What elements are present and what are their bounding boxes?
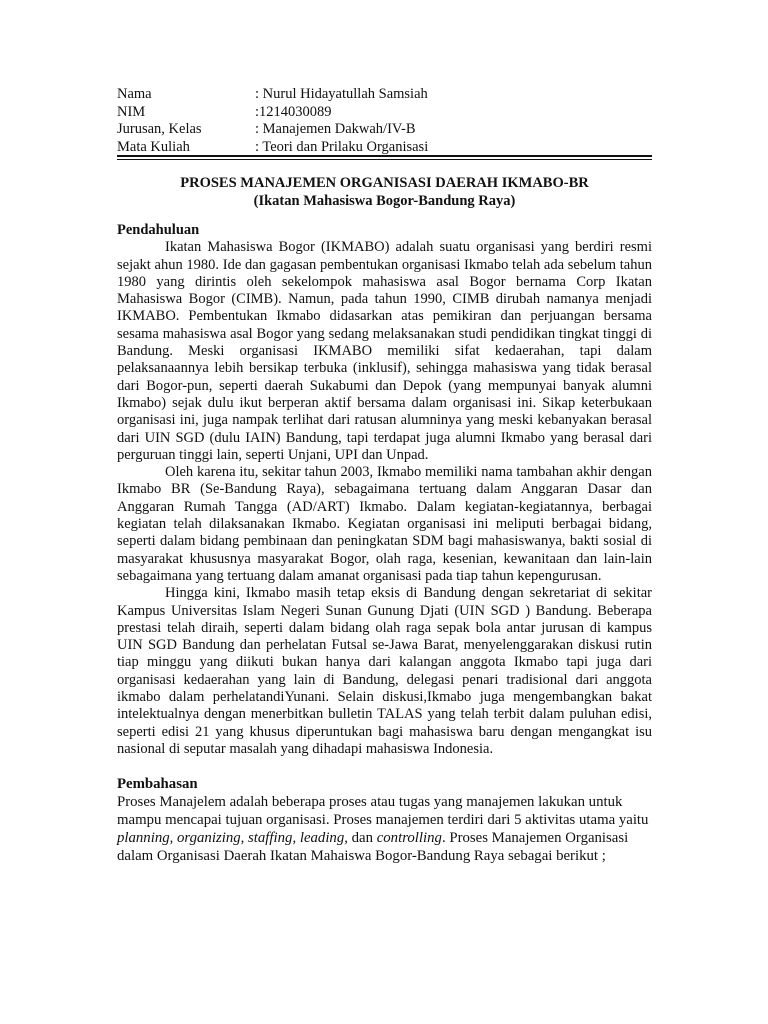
section-heading-pendahuluan: Pendahuluan [117, 222, 200, 238]
term-staffing: staffing [248, 830, 293, 847]
paragraph: Ikatan Mahasiswa Bogor (IKMABO) adalah suatu organisasi yang berdiri resmi sejakt ahun 1980. Ide dan gagasan pembentukan organisasi Ikmabo telah ada sebelum tahun 1980 yang dirintis oleh sekelompok mahasiswa asal Bogor bernama Corp Ikatan Mahasiswa Bogor (CIMB). Namun, pada tahun 1990, CIMB dirubah namanya menjadi IKMABO. Pembentukan Ikmabo didasarkan atas pemikiran dan perjuangan bersama sesama mahasiswa asal Bogor yang sedang melaksanakan studi pendidikan tingkat tinggi di Bandung. Meski organisasi IKMABO memiliki sifat kedaerahan, tapi dalam pelaksanaannya lebih bersikap terbuka (inklusif), sehingga mahasiswa yang tidak berasal dari Bogor-pun, seperti daerah Sukabumi dan Depok (yang mempunyai banyak alumni Ikmabo) sejak dulu ikut berperan aktif bersama dalam organisasi ini. Sikap keterbukaan organisasi ini, juga nampak terlihat dari ratusan alumninya yang meski kebanyakan berasal dari UIN SGD (dulu IAIN) Bandung, tapi terdapat juga alumni Ikmabo yang berasal dari perguruan tinggi lain, seperti Unjani, UPI dan Unpad. [117, 239, 652, 463]
info-row-jurusan [117, 121, 652, 139]
term-leading: leading [299, 830, 345, 847]
section-heading-pembahasan: Pembahasan [117, 776, 198, 793]
info-label: Jurusan, Kelas [117, 121, 202, 137]
term-planning: planning [117, 830, 170, 847]
info-label: NIM [117, 103, 146, 120]
and-word: dan [351, 830, 377, 847]
paragraph: Oleh karena itu, sekitar tahun 2003, Ikmabo memiliki nama tambahan akhir dengan Ikmabo BR (Se-Bandung Raya), sebagaimana tertuang dalam Anggaran Dasar dan Anggaran Rumah Tangga (AD/ART) Ikmabo. Dalam kegiatan-kegiatannya, berbagai kegiatan telah dilaksanakan Ikmabo. Kegiatan organisasi ini meliputi berbagai bidang, seperti dalam bidang pembinaan dan peningkatan SDM bagi mahasiswanya, bakti sosial di masyarakat khususnya masyarakat Bogor, olah raga, kesenian, kewanitaan dan lain-lain sebagaimana yang tertuang dalam amanat organisasi pada tiap tahun kepengurusan. [117, 464, 652, 584]
document-title-block [117, 174, 652, 210]
separator: , [344, 830, 352, 847]
info-label: Nama [117, 86, 152, 102]
separator: , [240, 830, 249, 847]
term-controlling: controlling [376, 830, 442, 847]
paragraph-text: . Proses Manajemen Organisasi dalam Organisasi Daerah Ikatan Mahaiswa Bogor-Bandung Raya sebagai berikut ; [117, 830, 629, 865]
separator: , [169, 830, 178, 847]
paragraph: Hingga kini, Ikmabo masih tetap eksis di Bandung dengan sekretariat di sekitar Kampus Universitas Islam Negeri Sunan Gunung Djati (UIN SGD ) Bandung. Beberapa prestasi telah diraih, seperti dalam bidang olah raga sepak bola antar jurusan di kampus UIN SGD Bandung dan perhelatan Futsal se-Jawa Barat, menyelenggarakan diskusi rutin tiap minggu yang diikuti bukan hanya dari kalangan anggota Ikmabo tapi juga dari organisasi kedaerahan yang lain di Bandung, delegasi penari tradisional dari anggota ikmabo dalam perhelatandiYunani. Selain diskusi,Ikmabo juga mengembangkan bakat intelektualnya dengan menerbitkan bulletin TALAS yang telah terbit dalam puluhan edisi, seperti edisi 21 yang khusus diperuntukan bagi mahasiswa baru dengan mengangkat isu nasional di seputar masalah yang dihadapi mahasiswa Indonesia. [117, 585, 652, 757]
section-spacer [117, 758, 652, 775]
document-body [117, 222, 652, 865]
info-value: : Teori dan Prilaku Organisasi [255, 138, 429, 155]
info-label: Mata Kuliah [117, 138, 190, 155]
header-divider-thick [117, 155, 652, 157]
info-row-mata-kuliah [117, 139, 652, 157]
term-organizing: organizing [177, 830, 241, 847]
info-row-nama [117, 86, 652, 104]
info-row-nim [117, 104, 652, 122]
separator: , [292, 830, 300, 847]
info-value: : Nurul Hidayatullah Samsiah [255, 86, 428, 102]
paragraph-text: Proses Manajelem adalah beberapa proses atau tugas yang manajemen lakukan untuk mampu mencapai tujuan organisasi. Proses manajemen terdiri dari 5 aktivitas utama yaitu [117, 794, 649, 829]
document-title: PROSES MANAJEMEN ORGANISASI DAERAH IKMABO-BR [180, 175, 589, 191]
header-divider-thin [117, 159, 652, 160]
paragraph-pembahasan [117, 793, 652, 865]
document-subtitle: (Ikatan Mahasiswa Bogor-Bandung Raya) [253, 193, 516, 209]
info-value: : Manajemen Dakwah/IV-B [255, 121, 416, 137]
student-info-table [117, 86, 652, 156]
pembahasan-section [117, 775, 652, 865]
info-value: :1214030089 [255, 103, 332, 120]
